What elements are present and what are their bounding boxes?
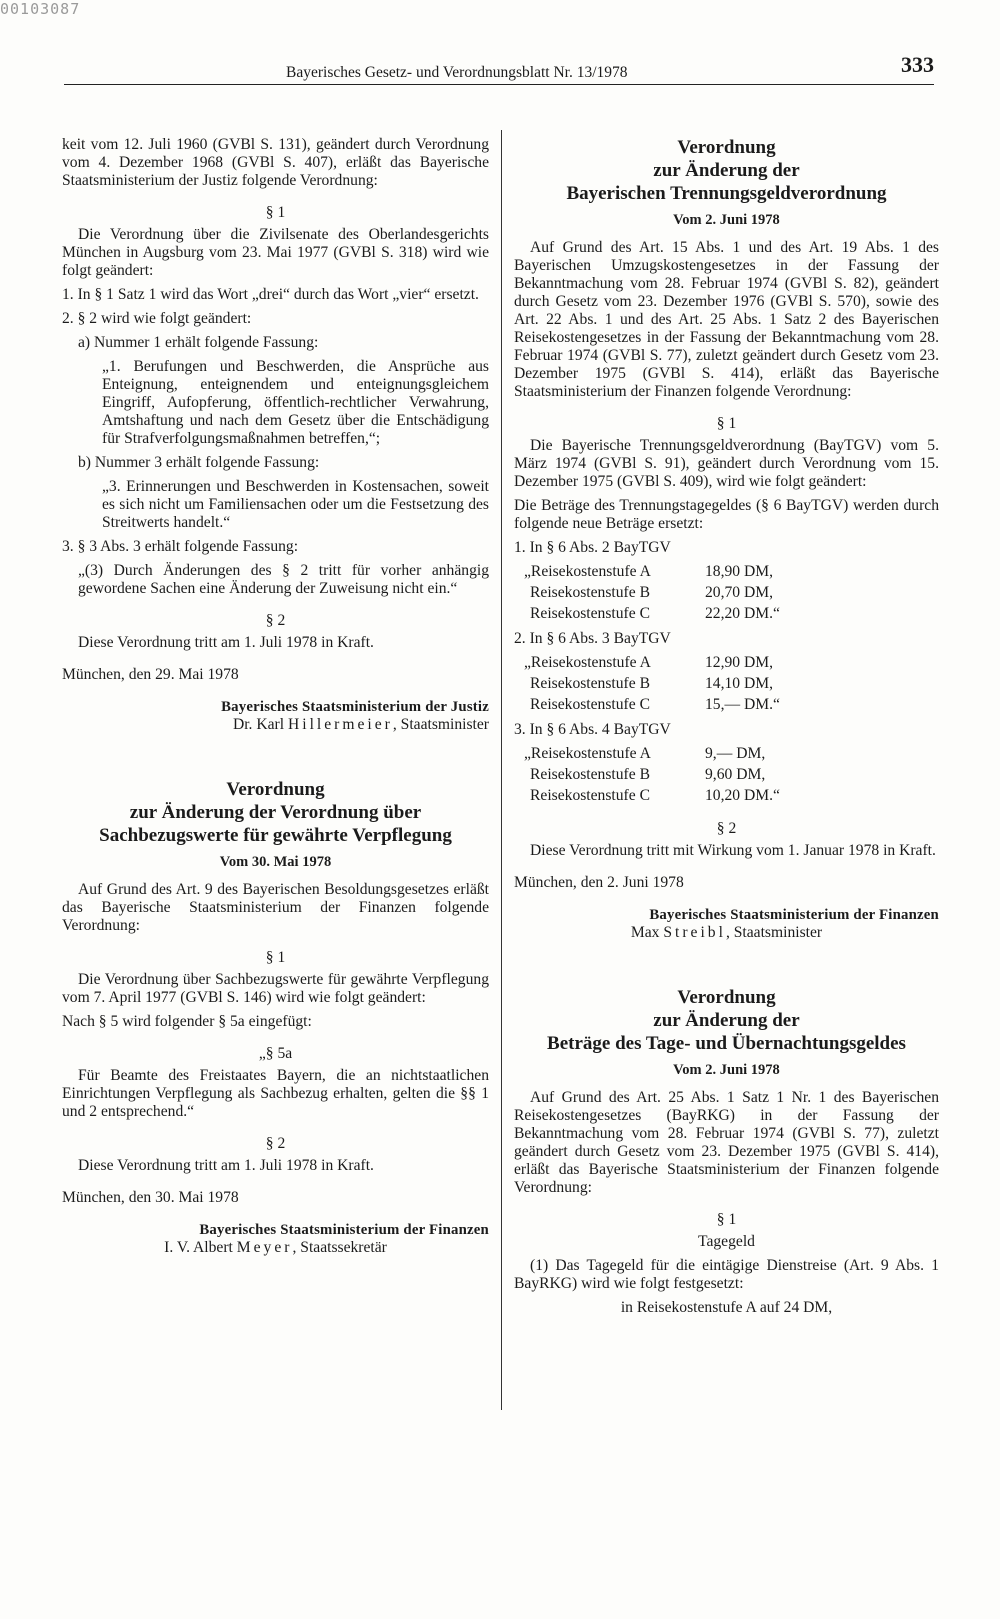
quoted-text: „1. Berufungen und Beschwerden, die Ansprüche aus Enteignung, enteignendem und enteignungsgleichem Eingriff, Aufopferung, öffentlich-rechtlicher Verwahrung, Amtshaftung und nach dem Gesetz über die Entschädigung für Strafverfolgungsmaßnahmen betreffen,“; xyxy=(102,358,489,447)
section-text: Die Beträge des Trennungstagegeldes (§ 6 BayTGV) werden durch folgende neue Beträge ersetzt: xyxy=(514,497,939,532)
rate-row: „Reisekostenstufe A 9,— DM, xyxy=(524,745,766,762)
rate-table xyxy=(524,743,939,806)
section-text: (1) Das Tagegeld für die eintägige Dienstreise (Art. 9 Abs. 1 BayRKG) wird wie folgt festgesetzt: xyxy=(514,1257,939,1292)
ordinance-date: Vom 2. Juni 1978 xyxy=(673,212,780,228)
section-text: Diese Verordnung tritt mit Wirkung vom 1. Januar 1978 in Kraft. xyxy=(530,842,936,859)
quoted-text: „(3) Durch Änderungen des § 2 tritt für vorher anhängig gewordene Sachen eine Änderung der Zuweisung nicht ein.“ xyxy=(78,562,489,597)
ordinance-heading: Verordnung zur Änderung der Bayerischen Trennungsgeldverordnung xyxy=(566,137,887,204)
rate-row: „Reisekostenstufe A 18,90 DM, xyxy=(524,563,774,580)
page-header xyxy=(64,52,934,85)
place-date: München, den 30. Mai 1978 xyxy=(62,1189,239,1206)
rate-group xyxy=(514,539,939,624)
section-text: Nach § 5 wird folgender § 5a eingefügt: xyxy=(62,1013,312,1030)
rate-table xyxy=(524,561,939,624)
signer-name: Max Streibl, Staatsminister xyxy=(630,924,823,941)
ordinance-heading: Verordnung zur Änderung der Beträge des Tage- und Übernachtungsgeldes xyxy=(547,987,906,1054)
quoted-text: Für Beamte des Freistaates Bayern, die an nichtstaatlichen Einrichtungen Verpflegung als Sachbezug erhalten, gelten die §§ 1 und 2 entsprechend.“ xyxy=(62,1067,489,1120)
section-label: § 2 xyxy=(265,612,286,629)
section-label: § 1 xyxy=(265,204,286,221)
list-item: 3. § 3 Abs. 3 erhält folgende Fassung: xyxy=(62,538,299,555)
ordinance-date: Vom 2. Juni 1978 xyxy=(673,1062,780,1078)
rate-group xyxy=(514,721,939,806)
rate-row: Reisekostenstufe C 15,— DM.“ xyxy=(530,696,780,713)
section-title: Tagegeld xyxy=(698,1233,755,1250)
section-text: Diese Verordnung tritt am 1. Juli 1978 in Kraft. xyxy=(78,634,374,651)
rate-row: Reisekostenstufe C 10,20 DM.“ xyxy=(530,787,780,804)
list-item: 1. In § 1 Satz 1 wird das Wort „drei“ durch das Wort „vier“ ersetzt. xyxy=(62,286,479,303)
column-divider xyxy=(501,130,502,1410)
section-text: Diese Verordnung tritt am 1. Juli 1978 in Kraft. xyxy=(78,1157,374,1174)
rate-group-label: 2. In § 6 Abs. 3 BayTGV xyxy=(514,630,671,647)
section-label: „§ 5a xyxy=(258,1045,293,1062)
list-subitem: b) Nummer 3 erhält folgende Fassung: xyxy=(78,454,320,471)
page-number: 333 xyxy=(901,52,934,77)
quoted-text: „3. Erinnerungen und Beschwerden in Kostensachen, soweit es sich nicht um Familiensachen oder um die Festsetzung des Streitwerts handelt.“ xyxy=(102,478,489,531)
rate-row: „Reisekostenstufe A 12,90 DM, xyxy=(524,654,774,671)
rate-group xyxy=(514,630,939,715)
ordinance-intro: Auf Grund des Art. 15 Abs. 1 und des Art. 19 Abs. 1 des Bayerischen Umzugskostengesetzes in der Fassung der Bekanntmachung vom 28. Februar 1974 (GVBl S. 82), geändert durch Gesetz vom 23. Dezember 1976 (GVBl S. 570), sowie des Art. 22 Abs. 1 und des Art. 25 Abs. 1 Satz 2 des Bayerischen Reisekostengesetzes in der Fassung der Bekanntmachung vom 28. Februar 1974 (GVBl S. 77), zuletzt geändert durch Gesetz vom 23. Dezember 1975 (GVBl S. 414), erläßt das Bayerische Staatsministerium der Finanzen folgende Verordnung: xyxy=(514,239,939,400)
rate-group-label: 1. In § 6 Abs. 2 BayTGV xyxy=(514,539,671,556)
list-subitem: a) Nummer 1 erhält folgende Fassung: xyxy=(78,334,319,351)
section-label: § 2 xyxy=(265,1135,286,1152)
ordinance-date: Vom 30. Mai 1978 xyxy=(219,854,332,870)
left-column xyxy=(62,136,489,1257)
section-text: in Reisekostenstufe A auf 24 DM, xyxy=(620,1299,833,1316)
archive-number: 00103087 xyxy=(0,0,81,18)
signer-name: I. V. Albert Meyer, Staatssekretär xyxy=(164,1239,387,1256)
section-text: Die Bayerische Trennungsgeldverordnung (BayTGV) vom 5. März 1974 (GVBl S. 91), geändert durch Verordnung vom 15. Dezember 1975 (GVBl S. 409), wird wie folgt geändert: xyxy=(514,437,939,490)
signer-name: Dr. Karl Hillermeier, Staatsminister xyxy=(232,716,489,733)
section-label: § 1 xyxy=(265,949,286,966)
section-label: § 1 xyxy=(716,415,737,432)
section-text: Die Verordnung über Sachbezugswerte für gewährte Verpflegung vom 7. April 1977 (GVBl S. 146) wird wie folgt geändert: xyxy=(62,971,489,1006)
section-text: Die Verordnung über die Zivilsenate des Oberlandesgerichts München in Augsburg vom 23. Mai 1977 (GVBl S. 318) wird wie folgt geändert: xyxy=(62,226,489,279)
section-label: § 1 xyxy=(716,1211,737,1228)
ordinance-intro: Auf Grund des Art. 25 Abs. 1 Satz 1 Nr. 1 des Bayerischen Reisekostengesetzes (BayRKG) in der Fassung der Bekanntmachung vom 28. Februar 1974 (GVBl S. 77), zuletzt geändert durch Gesetz vom 23. Dezember 1975 (GVBl S. 414), erläßt das Bayerische Staatsministerium der Finanzen folgende Verordnung: xyxy=(514,1089,939,1196)
signer-authority: Bayerisches Staatsministerium der Finanzen xyxy=(649,907,939,923)
place-date: München, den 29. Mai 1978 xyxy=(62,666,239,683)
ordinance-heading: Verordnung zur Änderung der Verordnung über Sachbezugswerte für gewährte Verpflegung xyxy=(99,779,452,846)
continued-intro: keit vom 12. Juli 1960 (GVBl S. 131), geändert durch Verordnung vom 4. Dezember 1968 (GVBl S. 407), erläßt das Bayerische Staatsministerium der Justiz folgende Verordnung: xyxy=(62,136,489,189)
signer-authority: Bayerisches Staatsministerium der Justiz xyxy=(221,699,489,715)
right-column xyxy=(514,136,939,1317)
ordinance-intro: Auf Grund des Art. 9 des Bayerischen Besoldungsgesetzes erläßt das Bayerische Staatsministerium der Finanzen folgende Verordnung: xyxy=(62,881,489,934)
signer-authority: Bayerisches Staatsministerium der Finanzen xyxy=(199,1222,489,1238)
rate-row: Reisekostenstufe B 9,60 DM, xyxy=(530,766,766,783)
rate-table xyxy=(524,652,939,715)
place-date: München, den 2. Juni 1978 xyxy=(514,874,684,891)
rate-row: Reisekostenstufe B 20,70 DM, xyxy=(530,584,774,601)
journal-title: Bayerisches Gesetz- und Verordnungsblatt Nr. 13/1978 xyxy=(286,64,628,81)
section-label: § 2 xyxy=(716,820,737,837)
rate-row: Reisekostenstufe B 14,10 DM, xyxy=(530,675,774,692)
list-item: 2. § 2 wird wie folgt geändert: xyxy=(62,310,252,327)
rate-group-label: 3. In § 6 Abs. 4 BayTGV xyxy=(514,721,671,738)
rate-row: Reisekostenstufe C 22,20 DM.“ xyxy=(530,605,780,622)
